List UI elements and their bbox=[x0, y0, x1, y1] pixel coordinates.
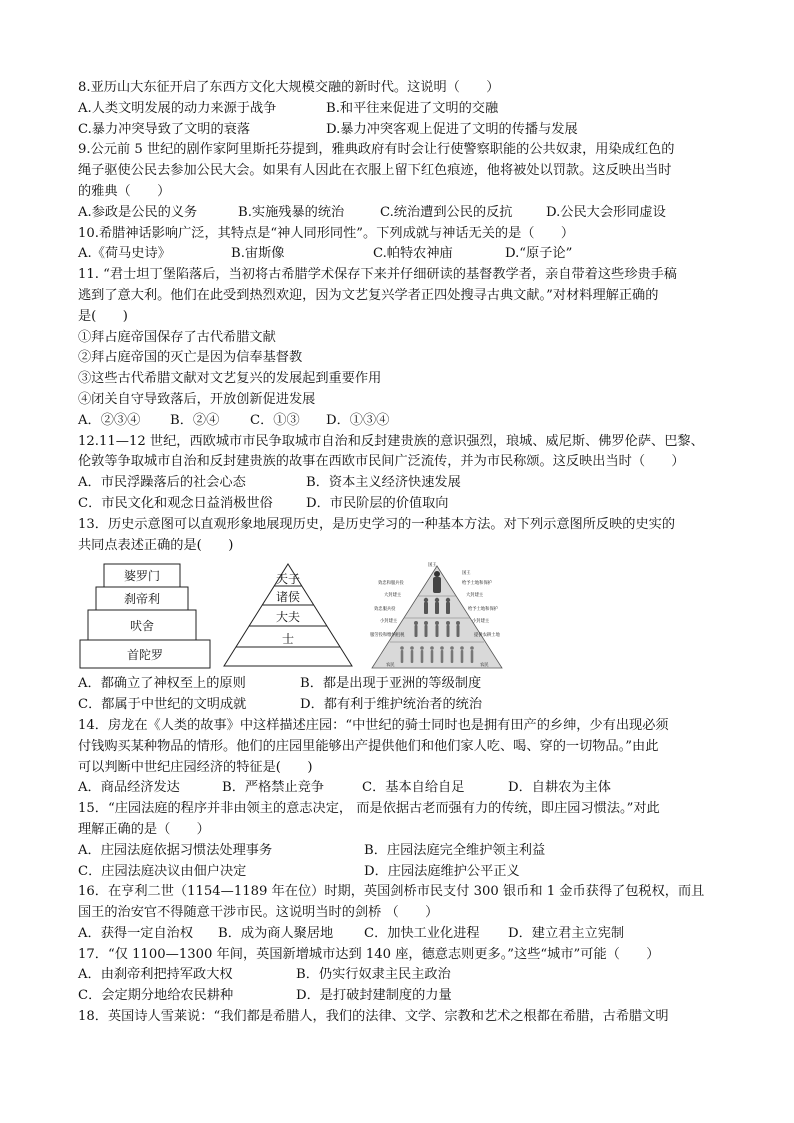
q9-stem-line2: 绳子驱使公民去参加公民大会。如果有人因此在衣服上留下红色痕迹，他将被处以罚款。这反映出当时 bbox=[78, 163, 672, 179]
feudal-left-3: 效忠服兵役 bbox=[374, 607, 396, 613]
q10-option-b[interactable]: B.宙斯像 bbox=[231, 246, 285, 262]
q8-option-b[interactable]: B.和平往来促进了文明的交融 bbox=[326, 100, 499, 116]
caste-pyramid-diagram bbox=[78, 560, 214, 672]
q9-option-d[interactable]: D.公民大会形同虚设 bbox=[546, 204, 666, 220]
q13-option-a[interactable]: A．都确立了神权至上的原则 bbox=[78, 676, 246, 692]
q10-option-a[interactable]: A.《荷马史诗》 bbox=[78, 246, 171, 262]
caste-level-3: 吠舍 bbox=[129, 619, 155, 634]
q10-option-d[interactable]: D.“原子论” bbox=[505, 246, 573, 262]
exam-page bbox=[78, 78, 718, 1028]
q11-option-b[interactable]: B．②④ bbox=[170, 412, 220, 428]
q8-options-row2 bbox=[78, 120, 718, 141]
q16-option-d[interactable]: D．建立君主立宪制 bbox=[508, 925, 625, 941]
q16-stem-line1: 16．在亨利二世（1154—1189 年在位）时期，英国剑桥市民支付 300 银币和 1 金币获得了包税权，而且 bbox=[78, 884, 705, 900]
q9-stem-line3: 的雅典（ ） bbox=[78, 183, 171, 199]
q14-stem-line3: 可以判断中世纪庄园经济的特征是( ) bbox=[78, 759, 313, 775]
q16-option-c[interactable]: C．加快工业化进程 bbox=[364, 925, 480, 941]
q10-option-c[interactable]: C.帕特农神庙 bbox=[373, 246, 453, 262]
q14-stem-line2: 付钱购买某种物品的情形。他们的庄园里能够出产提供他们和他们家人吃、喝、穿的一切物品。”由此 bbox=[78, 738, 659, 754]
q11-stem-line1: 11. “君士坦丁堡陷落后，当初将古希腊学术保存下来并仔细研读的基督教学者，亲自带着这些珍贵手稿 bbox=[78, 267, 677, 283]
q11-stem-line3: 是( ) bbox=[78, 308, 128, 324]
q13-option-d[interactable]: D．都有利于维护统治者的统治 bbox=[300, 697, 483, 713]
q11-options bbox=[78, 411, 718, 432]
q14-options bbox=[78, 778, 718, 799]
q14-option-b[interactable]: B．严格禁止竞争 bbox=[222, 780, 325, 796]
q15-stem-line1: 15．“庄园法庭的程序并非由领主的意志决定， 而是依据古老而强有力的传统，即庄园习惯法。”对此 bbox=[78, 801, 660, 817]
caste-level-2: 刹帝利 bbox=[123, 592, 161, 607]
q9-options bbox=[78, 203, 718, 224]
caste-level-4: 首陀罗 bbox=[126, 648, 164, 663]
q14-stem-line1: 14．房龙在《人类的故事》中这样描述庄园：“中世纪的骑士同时也是拥有田产的乡绅，少有出现必须 bbox=[78, 717, 669, 733]
feudal-right-3: 大封建主 bbox=[466, 593, 484, 599]
zhou-pyramid-diagram bbox=[222, 560, 356, 672]
q13-diagrams bbox=[78, 560, 718, 672]
feudal-left-1: 效忠和服兵役 bbox=[378, 581, 404, 587]
q9-option-b[interactable]: B.实施残暴的统治 bbox=[238, 204, 345, 220]
q9-option-c[interactable]: C.统治遭到公民的反抗 bbox=[380, 204, 513, 220]
q12-options-row2 bbox=[78, 494, 718, 515]
q11-statement-3: ③这些古代希腊文献对文艺复兴的发展起到重要作用 bbox=[78, 371, 382, 387]
q14-option-d[interactable]: D．自耕农为主体 bbox=[508, 780, 611, 796]
q15-option-d[interactable]: D．庄园法庭维护公平正义 bbox=[364, 863, 520, 879]
q16-option-a[interactable]: A．获得一定自治权 bbox=[78, 925, 194, 941]
q14-option-c[interactable]: C．基本自给自足 bbox=[362, 780, 465, 796]
q12-stem-line2: 伦敦等争取城市自治和反封建贵族的故事在西欧市民间广泛流传，并为市民称颂。这反映出当时（ ） bbox=[78, 454, 685, 470]
zhou-level-2: 诸侯 bbox=[275, 590, 301, 605]
q12-stem-line1: 12.11—12 世纪，西欧城市市民争取城市自治和反封建贵族的意识强烈，琅城、威尼斯、佛罗伦萨、巴黎、 bbox=[78, 433, 704, 449]
q10-stem: 10.希腊神话影响广泛，其特点是“神人同形同性”。下列成就与神话无关的是（ ） bbox=[78, 225, 575, 241]
q15-option-a[interactable]: A．庄园法庭依据习惯法处理事务 bbox=[78, 842, 273, 858]
q12-option-b[interactable]: B．资本主义经济快速发展 bbox=[306, 475, 461, 491]
q10-options bbox=[78, 244, 718, 265]
q13-stem-line1: 13．历史示意图可以直观形象地展现历史，是历史学习的一种基本方法。对下列示意图所反映的史实的 bbox=[78, 516, 676, 532]
q16-stem-line2: 国王的治安官不得随意干涉市民。这说明当时的剑桥 （ ） bbox=[78, 905, 439, 921]
zhou-level-3: 大夫 bbox=[275, 610, 301, 625]
q14-option-a[interactable]: A．商品经济发达 bbox=[78, 780, 180, 796]
q15-options-row1 bbox=[78, 841, 718, 862]
feudal-left-2: 大封建主 bbox=[384, 593, 402, 599]
q12-option-c[interactable]: C．市民文化和观念日益消极世俗 bbox=[78, 495, 273, 511]
q11-statement-1: ①拜占庭帝国保存了古代希腊文献 bbox=[78, 329, 276, 345]
q17-options-row1 bbox=[78, 965, 718, 986]
feudal-bottom-right: 农民 bbox=[480, 663, 489, 669]
caste-level-1: 婆罗门 bbox=[123, 569, 161, 584]
feudal-top-label: 国王 bbox=[428, 563, 437, 569]
q12-options-row1 bbox=[78, 473, 718, 494]
q11-option-c[interactable]: C．①③ bbox=[250, 412, 300, 428]
feudal-bottom-left: 农民 bbox=[386, 663, 395, 669]
q16-options bbox=[78, 924, 718, 945]
q13-stem-line2: 共同点表述正确的是( ) bbox=[78, 537, 234, 553]
q15-option-b[interactable]: B．庄园法庭完全维护领主利益 bbox=[364, 842, 546, 858]
q13-option-b[interactable]: B．都是出现于亚洲的等级制度 bbox=[300, 676, 482, 692]
feudal-right-4: 给予土地和保护 bbox=[468, 607, 499, 613]
q17-options-row2 bbox=[78, 986, 718, 1007]
q8-stem: 8.亚历山大东征开启了东西方文化大规模交融的新时代。这说明（ ） bbox=[78, 80, 500, 95]
feudal-left-5: 服劳役和缴纳租税 bbox=[370, 633, 405, 639]
q9-stem-line1: 9.公元前 5 世纪的剧作家阿里斯托芬提到，雅典政府有时会让行使警察职能的公共奴隶，用染成红色的 bbox=[78, 142, 675, 158]
feudal-left-4: 小封建主 bbox=[380, 619, 398, 625]
q12-option-a[interactable]: A．市民浮躁落后的社会心态 bbox=[78, 475, 246, 491]
q12-option-d[interactable]: D．市民阶层的价值取向 bbox=[306, 495, 449, 511]
q13-option-c[interactable]: C．都属于中世纪的文明成就 bbox=[78, 697, 247, 713]
feudal-right-1: 国王 bbox=[462, 571, 471, 577]
q17-option-a[interactable]: A．由刹帝利把持军政大权 bbox=[78, 967, 233, 983]
q17-option-d[interactable]: D．是打破封建制度的力量 bbox=[296, 988, 452, 1004]
q13-options-row1 bbox=[78, 674, 718, 695]
q18-stem-line1: 18．英国诗人雪莱说：“我们都是希腊人，我们的法律、文学、宗教和艺术之根都在希腊，古希腊文明 bbox=[78, 1009, 669, 1025]
q8-option-d[interactable]: D.暴力冲突客观上促进了文明的传播与发展 bbox=[326, 121, 578, 137]
q16-option-b[interactable]: B．成为商人聚居地 bbox=[218, 925, 334, 941]
feudal-right-2: 给予土地和保护 bbox=[462, 581, 493, 587]
q15-option-c[interactable]: C．庄园法庭决议由佃户决定 bbox=[78, 863, 247, 879]
q8-options-row1 bbox=[78, 99, 718, 120]
q11-statement-4: ④闭关自守导致落后，开放创新促进发展 bbox=[78, 391, 316, 407]
feudal-hierarchy-diagram bbox=[368, 560, 506, 672]
zhou-level-1: 天子 bbox=[275, 572, 301, 587]
q17-stem: 17．“仅 1100—1300 年间，英国新增城市达到 140 座，德意志则更多。”这些“城市”可能（ ） bbox=[78, 946, 660, 962]
q11-option-a[interactable]: A．②③④ bbox=[78, 412, 141, 428]
q11-statement-2: ②拜占庭帝国的灭亡是因为信奉基督教 bbox=[78, 350, 303, 366]
q9-option-a[interactable]: A.参政是公民的义务 bbox=[78, 204, 198, 220]
q11-stem-line2: 逃到了意大利。他们在此受到热烈欢迎，因为文艺复兴学者正四处搜寻古典文献。”对材料理解正确的 bbox=[78, 287, 659, 303]
zhou-level-4: 士 bbox=[281, 632, 295, 647]
q8-option-a[interactable]: A.人类文明发展的动力来源于战争 bbox=[78, 100, 277, 116]
q15-options-row2 bbox=[78, 862, 718, 883]
feudal-right-5: 小封建主 bbox=[472, 619, 490, 625]
feudal-right-6: 提供农耕土地 bbox=[474, 633, 500, 639]
q8-option-c[interactable]: C.暴力冲突导致了文明的衰落 bbox=[78, 121, 251, 137]
q15-stem-line2: 理解正确的是（ ） bbox=[78, 821, 210, 837]
q17-option-b[interactable]: B．仍实行奴隶主民主政治 bbox=[296, 967, 451, 983]
q13-options-row2 bbox=[78, 695, 718, 716]
q17-option-c[interactable]: C．会定期分地给农民耕种 bbox=[78, 988, 234, 1004]
q11-option-d[interactable]: D．①③④ bbox=[326, 412, 390, 428]
